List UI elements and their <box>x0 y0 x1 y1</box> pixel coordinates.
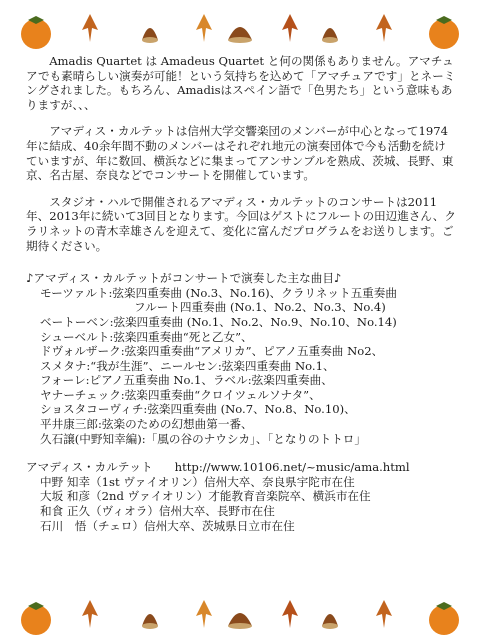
chestnut-icon <box>322 614 338 629</box>
maple-leaf-icon <box>376 14 392 42</box>
maple-leaf-icon <box>282 14 298 42</box>
chestnut-icon <box>142 614 158 629</box>
members-list <box>26 475 456 533</box>
document-body <box>26 54 456 533</box>
member-item: 中野 知幸（1st ヴァイオリン）信州大卒、奈良県宇陀市在住 <box>40 474 355 489</box>
work-item: シューベルト:弦楽四重奏曲“死と乙女”、 <box>40 329 253 344</box>
quartet-name: アマディス・カルテット <box>26 460 153 475</box>
work-item: 久石譲(中野知幸編):「風の谷のナウシカ」、「となりのトトロ」 <box>40 431 366 446</box>
maple-leaf-icon <box>82 14 98 42</box>
autumn-border-bottom <box>0 592 480 642</box>
work-item: ヤナーチェック:弦楽四重奏曲“クロイツェルソナタ”、 <box>40 387 321 402</box>
intro-paragraph: Amadis Quartet は Amadeus Quartet と何の関係もありません。アマチュアでも素晴らしい演奏が可能！という気持ちを込めて「アマチュアです」とネーミングされました。もちろん、Amadisはスペイン語で「色男たち」という意味もありますが、、、 <box>26 54 456 112</box>
maple-leaf-icon <box>282 600 298 628</box>
autumn-border-top <box>0 0 480 50</box>
work-item: 平井康三郎:弦楽のための幻想曲第一番、 <box>40 417 253 432</box>
work-item: ベートーベン:弦楽四重奏曲 (No.1、No.2、No.9、No.10、No.14) <box>40 314 397 329</box>
maple-leaf-icon <box>196 600 212 628</box>
members-heading <box>26 460 456 475</box>
work-item: スメタナ:“我が生涯”、ニールセン:弦楽四重奏曲 No.1、 <box>40 358 335 373</box>
works-heading: ♪アマディス・カルテットがコンサートで演奏した主な曲目♪ <box>26 271 342 286</box>
maple-leaf-icon <box>376 600 392 628</box>
maple-leaf-icon <box>82 600 98 628</box>
persimmon-icon <box>21 16 51 49</box>
quartet-url-link[interactable]: http://www.10106.net/~music/ama.html <box>174 460 410 475</box>
works-list <box>26 286 456 447</box>
work-item: モーツァルト:弦楽四重奏曲 (No.3、No.16)、クラリネット五重奏曲 <box>40 285 397 300</box>
member-item: 石川 悟（チェロ）信州大卒、茨城県日立市在住 <box>40 518 295 533</box>
chestnut-icon <box>142 28 158 43</box>
chestnut-icon <box>228 27 252 43</box>
member-item: 大坂 和彦（2nd ヴァイオリン）才能教育音楽院卒、横浜市在住 <box>40 489 371 504</box>
intro-paragraph: スタジオ・ハルで開催されるアマディス・カルテットのコンサートは2011年、2013年に続いて3回目となります。今回はゲストにフルートの田辺進さん、クラリネットの青木幸雄さんを迎えて、変化に富んだプログラムをお送りします。ご期待ください。 <box>26 194 456 253</box>
work-item: フルート四重奏曲 (No.1、No.2、No.3、No.4) <box>134 300 386 315</box>
work-item: フォーレ:ピアノ五重奏曲 No.1、ラベル:弦楽四重奏曲、 <box>40 373 333 388</box>
persimmon-icon <box>21 602 51 635</box>
chestnut-icon <box>322 28 338 43</box>
chestnut-icon <box>228 613 252 629</box>
persimmon-icon <box>429 602 459 635</box>
persimmon-icon <box>429 16 459 49</box>
maple-leaf-icon <box>196 14 212 42</box>
work-item: ショスタコーヴィチ:弦楽四重奏曲 (No.7、No.8、No.10)、 <box>40 402 356 417</box>
intro-paragraph: アマディス・カルテットは信州大学交響楽団のメンバーが中心となって1974年に結成、40余年間不動のメンバーはそれぞれ地元の演奏団体で今も活動を続けていますが、年に数回、横浜などに集まってアンサンブルを熟成、茨城、長野、東京、名古屋、奈良などでコンサートを開催しています。 <box>26 124 454 183</box>
work-item: ドヴォルザーク:弦楽四重奏曲“アメリカ”、ピアノ五重奏曲 No2、 <box>40 344 384 359</box>
member-item: 和食 正久（ヴィオラ）信州大卒、長野市在住 <box>40 504 275 519</box>
